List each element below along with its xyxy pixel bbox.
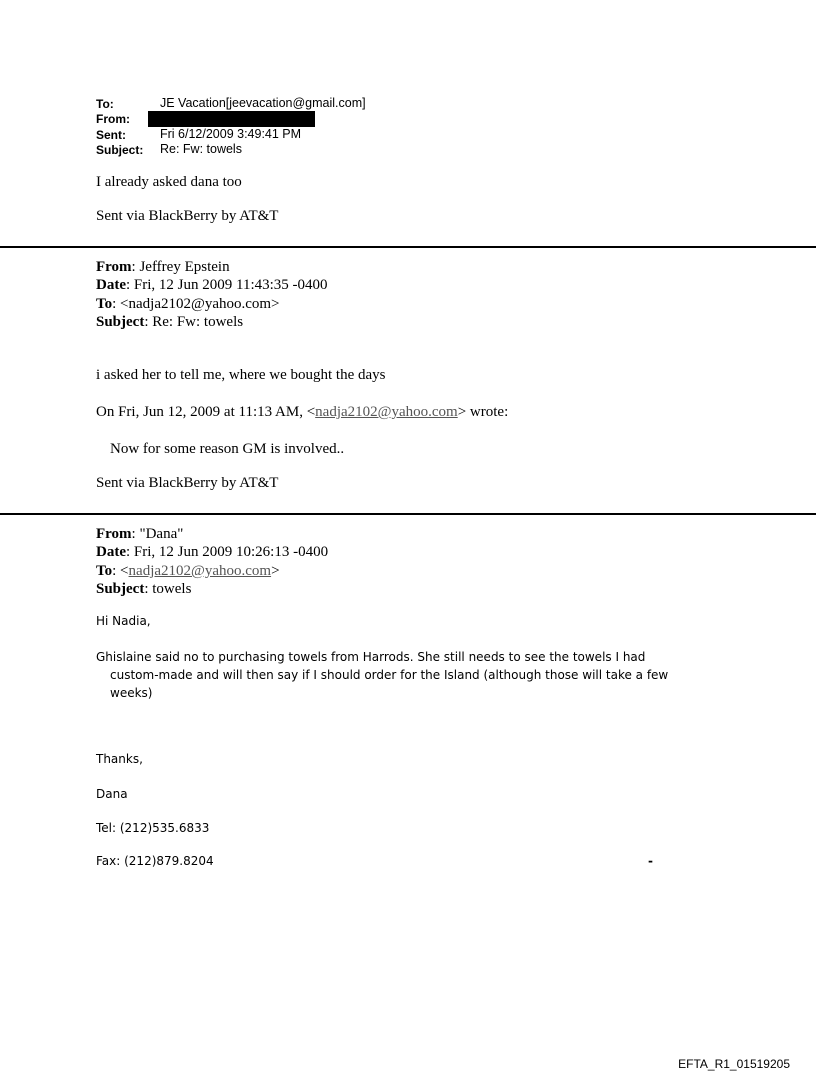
message2-date-value: : Fri, 12 Jun 2009 11:43:35 -0400 [126,277,328,293]
message2-subject-value: : Re: Fw: towels [144,314,244,330]
sent-value: Fri 6/12/2009 3:49:41 PM [160,127,302,141]
message3-greeting: Hi Nadia, [96,614,151,628]
message2-from-value: : Jeffrey Epstein [131,259,230,275]
message2-body: i asked her to tell me, where we bought the days [96,367,386,383]
message3-from [96,526,183,543]
message3-date-label: Date [96,544,126,560]
message3-date-value: : Fri, 12 Jun 2009 10:26:13 -0400 [126,544,329,560]
quote-email-link[interactable]: nadja2102@yahoo.com [315,404,458,420]
message1-body: I already asked dana too [96,174,242,190]
message3-para-line2: custom-made and will then say if I should order for the Island (although those will take a few [110,668,669,682]
message3-to-prefix: : < [112,563,129,579]
message3-fax: Fax: (212)879.8204 [96,854,214,868]
message3-name: Dana [96,787,128,801]
message3-to-label: To [96,563,113,579]
quote-prefix: On Fri, Jun 12, 2009 at 11:13 AM, < [96,404,316,420]
quote-suffix: > wrote: [457,404,509,420]
message3-subject [96,581,191,598]
message2-from-label: From [96,259,132,275]
redaction-bar [148,111,315,127]
message3-to-suffix: > [271,563,280,579]
sent-label: Sent: [96,128,126,142]
message3-subject-label: Subject [96,581,145,597]
message2-quote-line [96,404,508,421]
from-label: From: [96,112,130,126]
message2-subject [96,314,243,331]
message3-dash: - [648,854,653,868]
message2-subject-label: Subject [96,314,145,330]
message2-to [96,296,280,313]
document-id: EFTA_R1_01519205 [678,1057,790,1071]
message3-from-label: From [96,526,132,542]
message2-date-label: Date [96,277,126,293]
divider-2 [0,513,816,515]
message3-thanks: Thanks, [96,752,143,766]
to-label: To: [96,97,114,111]
message3-tel: Tel: (212)535.6833 [96,821,210,835]
message2-to-value: : <nadja2102@yahoo.com> [112,296,280,312]
message2-date [96,277,328,294]
subject-label: Subject: [96,143,144,157]
message2-from [96,259,230,276]
message2-to-label: To [96,296,113,312]
message3-to [96,563,280,580]
divider-1 [0,246,816,248]
message3-to-email-link[interactable]: nadja2102@yahoo.com [128,563,272,579]
subject-value: Re: Fw: towels [160,142,242,156]
message2-quoted-text: Now for some reason GM is involved.. [110,441,345,457]
to-value: JE Vacation[jeevacation@gmail.com] [160,96,366,110]
message3-para-line1: Ghislaine said no to purchasing towels from Harrods. She still needs to see the towels I had [96,650,646,664]
message2-signature: Sent via BlackBerry by AT&T [96,475,279,491]
message3-para-line3: weeks) [110,686,153,700]
message3-subject-value: : towels [144,581,192,597]
message3-from-value: : "Dana" [131,526,184,542]
message3-date [96,544,328,561]
message1-signature: Sent via BlackBerry by AT&T [96,208,279,224]
